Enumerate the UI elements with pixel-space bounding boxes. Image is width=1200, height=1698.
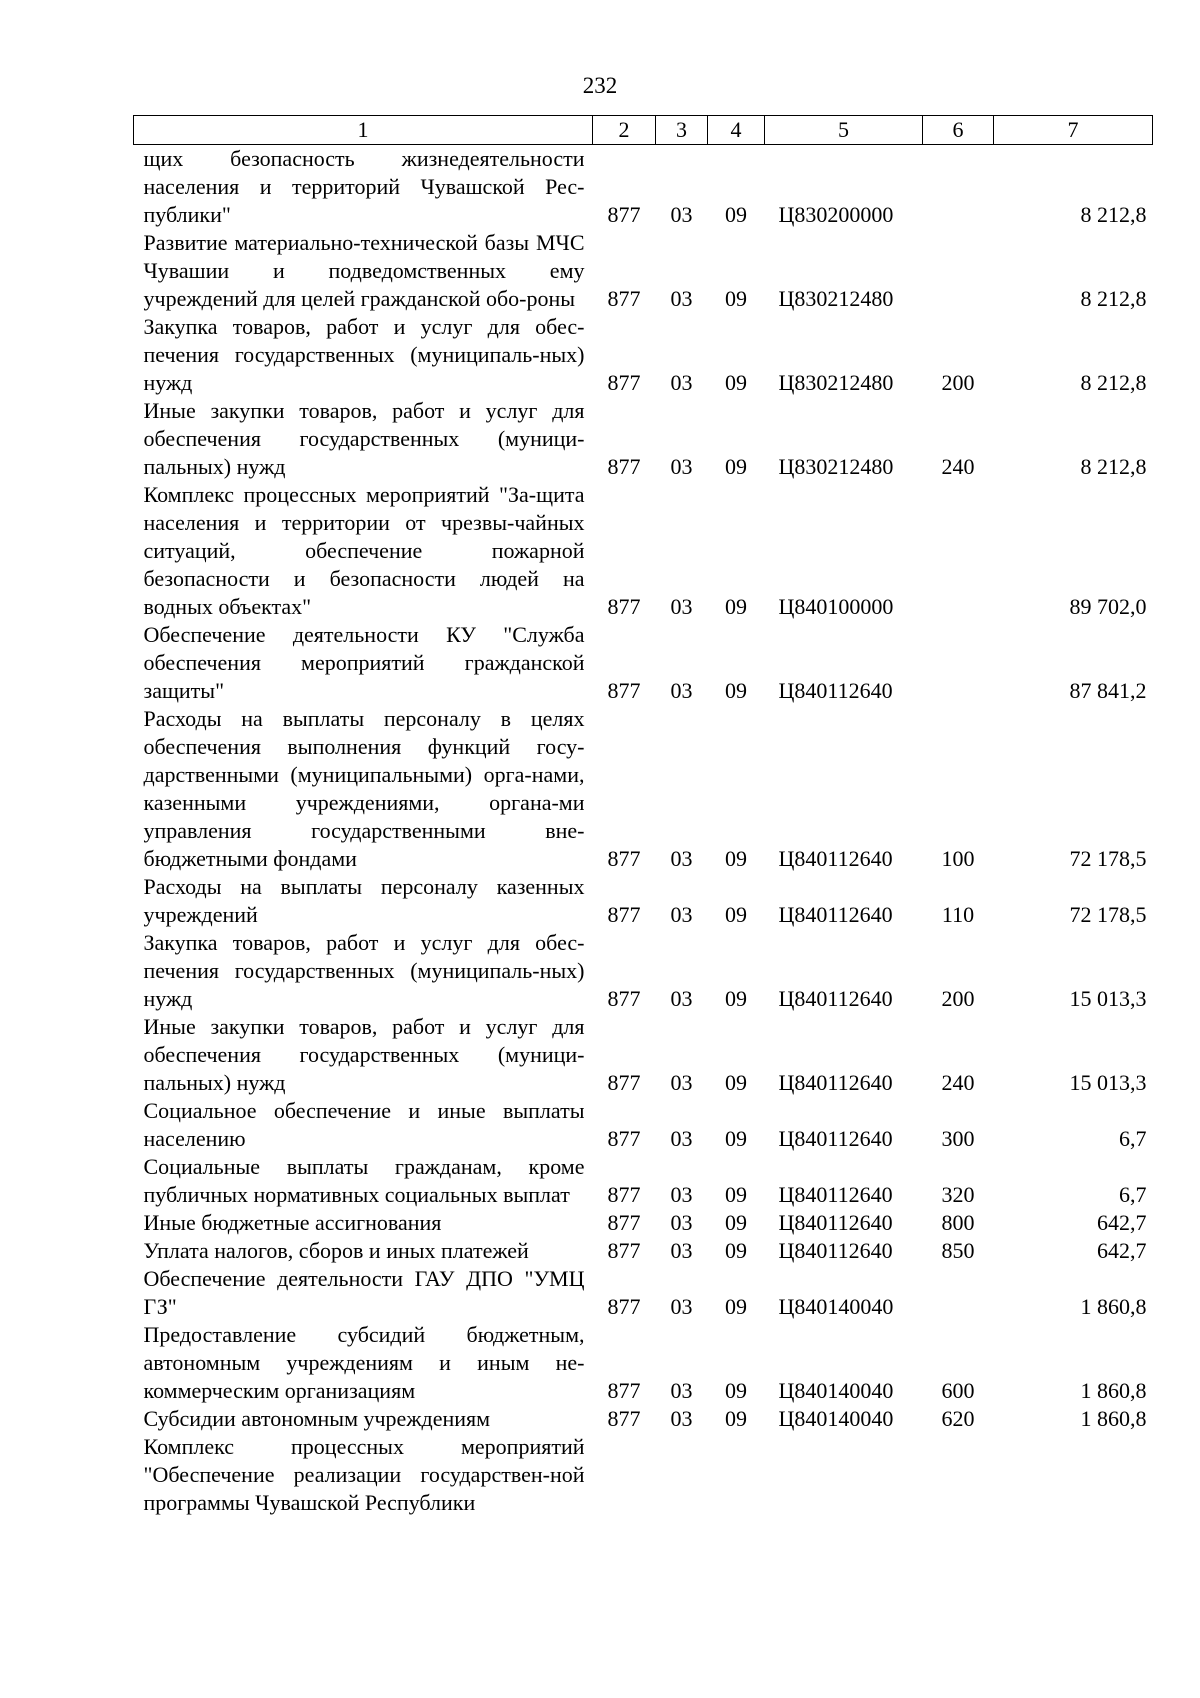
row-gr-code: 877	[607, 1294, 641, 1319]
row-target-article: Ц830200000	[778, 202, 894, 227]
row-section-code: 03	[670, 594, 693, 619]
row-amount: 87 841,2	[1069, 678, 1147, 703]
row-amount: 8 212,8	[1080, 370, 1147, 395]
row-amount: 1 860,8	[1080, 1378, 1147, 1403]
row-name: Расходы на выплаты персоналу в целях обеспечения выполнения функций госу-дарственными (муниципальными) орга-нами, казенными учреждениями, органа-ми управления государственными вне-бюджетными фондами	[143, 706, 585, 871]
row-subsection-code: 09	[725, 1238, 747, 1263]
row-target-article: Ц840100000	[778, 594, 894, 619]
row-target-article: Ц840112640	[778, 1182, 893, 1207]
row-expense-type: 600	[941, 1378, 975, 1403]
table-row	[134, 397, 1153, 481]
row-target-article: Ц840112640	[778, 1238, 893, 1263]
row-amount	[994, 1433, 1153, 1517]
row-amount: 6,7	[1119, 1182, 1147, 1207]
row-amount: 8 212,8	[1080, 202, 1147, 227]
table-row	[134, 1265, 1153, 1321]
row-subsection-code: 09	[725, 286, 747, 311]
row-section-code: 03	[670, 1294, 693, 1319]
row-amount: 6,7	[1119, 1126, 1147, 1151]
table-body	[134, 145, 1153, 1518]
row-subsection-code: 09	[725, 1070, 747, 1095]
row-subsection-code: 09	[725, 202, 747, 227]
table-row	[134, 229, 1153, 313]
row-gr-code: 877	[607, 594, 641, 619]
row-amount: 89 702,0	[1069, 594, 1147, 619]
row-name: Расходы на выплаты персоналу казенных учреждений	[143, 874, 585, 927]
row-amount: 8 212,8	[1080, 286, 1147, 311]
row-expense-type	[923, 1265, 994, 1321]
row-subsection-code: 09	[725, 678, 747, 703]
row-amount: 1 860,8	[1080, 1294, 1147, 1319]
table-row	[134, 481, 1153, 621]
budget-table	[133, 115, 1153, 1517]
row-expense-type: 200	[941, 986, 975, 1011]
table-row	[134, 873, 1153, 929]
row-subsection-code: 09	[725, 902, 747, 927]
column-header-3: 3	[656, 116, 708, 145]
row-expense-type	[923, 621, 994, 705]
row-section-code	[656, 1433, 708, 1517]
row-expense-type: 200	[941, 370, 975, 395]
row-amount: 1 860,8	[1080, 1406, 1147, 1431]
row-target-article: Ц840112640	[778, 678, 893, 703]
row-amount: 72 178,5	[1069, 902, 1147, 927]
row-gr-code: 877	[607, 454, 641, 479]
row-section-code: 03	[670, 678, 693, 703]
row-target-article: Ц830212480	[778, 454, 894, 479]
table-row	[134, 145, 1153, 230]
page-number: 232	[582, 73, 618, 98]
column-header-4: 4	[708, 116, 765, 145]
table-row	[134, 621, 1153, 705]
table-row	[134, 1433, 1153, 1517]
column-header-2: 2	[593, 116, 656, 145]
row-gr-code	[593, 1433, 656, 1517]
row-gr-code: 877	[607, 1070, 641, 1095]
row-expense-type: 240	[941, 1070, 975, 1095]
row-name: Закупка товаров, работ и услуг для обес-печения государственных (муниципаль-ных) нужд	[143, 314, 585, 395]
row-section-code: 03	[670, 1378, 693, 1403]
row-section-code: 03	[670, 846, 693, 871]
row-subsection-code: 09	[725, 1378, 747, 1403]
row-name: Иные закупки товаров, работ и услуг для обеспечения государственных (муници-пальных) нужд	[143, 398, 585, 479]
row-name: Субсидии автономным учреждениям	[143, 1406, 491, 1431]
row-name: Социальные выплаты гражданам, кроме публичных нормативных социальных выплат	[143, 1154, 585, 1207]
row-target-article: Ц840112640	[778, 846, 893, 871]
row-gr-code: 877	[607, 1406, 641, 1431]
row-amount: 8 212,8	[1080, 454, 1147, 479]
row-subsection-code: 09	[725, 1210, 747, 1235]
row-subsection-code	[708, 1433, 765, 1517]
row-section-code: 03	[670, 202, 693, 227]
column-header-7: 7	[994, 116, 1153, 145]
column-header-6: 6	[923, 116, 994, 145]
row-amount: 642,7	[1097, 1238, 1147, 1263]
column-header-1: 1	[134, 116, 593, 145]
row-gr-code: 877	[607, 986, 641, 1011]
row-expense-type: 800	[941, 1210, 975, 1235]
row-subsection-code: 09	[725, 454, 747, 479]
table-row	[134, 1153, 1153, 1209]
row-gr-code: 877	[607, 902, 641, 927]
row-subsection-code: 09	[725, 1406, 747, 1431]
row-name: Социальное обеспечение и иные выплаты населению	[143, 1098, 585, 1151]
table-header-row	[134, 116, 1153, 145]
row-amount: 72 178,5	[1069, 846, 1147, 871]
row-target-article: Ц840112640	[778, 902, 893, 927]
table-row	[134, 1013, 1153, 1097]
row-section-code: 03	[670, 1406, 693, 1431]
row-expense-type: 240	[941, 454, 975, 479]
row-section-code: 03	[670, 986, 693, 1011]
row-target-article: Ц840112640	[778, 1210, 893, 1235]
row-section-code: 03	[670, 1126, 693, 1151]
row-gr-code: 877	[607, 678, 641, 703]
row-subsection-code: 09	[725, 1294, 747, 1319]
table-row	[134, 1237, 1153, 1265]
row-expense-type: 110	[941, 902, 975, 927]
row-name: Комплекс процессных мероприятий "Обеспечение реализации государствен-ной программы Чувашской Республики	[143, 1434, 585, 1515]
row-name: щих безопасность жизнедеятельности населения и территорий Чувашской Рес-публики"	[143, 146, 585, 227]
row-section-code: 03	[670, 1210, 693, 1235]
row-gr-code: 877	[607, 202, 641, 227]
row-amount: 15 013,3	[1069, 1070, 1147, 1095]
row-target-article: Ц830212480	[778, 370, 894, 395]
row-target-article: Ц840112640	[778, 986, 893, 1011]
row-gr-code: 877	[607, 370, 641, 395]
column-header-5: 5	[765, 116, 923, 145]
row-section-code: 03	[670, 1182, 693, 1207]
row-gr-code: 877	[607, 1378, 641, 1403]
row-target-article: Ц840112640	[778, 1070, 893, 1095]
row-amount: 642,7	[1097, 1210, 1147, 1235]
row-expense-type	[923, 145, 994, 230]
row-section-code: 03	[670, 370, 693, 395]
row-amount: 15 013,3	[1069, 986, 1147, 1011]
table-row	[134, 929, 1153, 1013]
row-subsection-code: 09	[725, 370, 747, 395]
row-gr-code: 877	[607, 1210, 641, 1235]
row-subsection-code: 09	[725, 1126, 747, 1151]
table-row	[134, 1209, 1153, 1237]
row-subsection-code: 09	[725, 594, 747, 619]
row-gr-code: 877	[607, 846, 641, 871]
row-expense-type: 100	[941, 846, 975, 871]
row-gr-code: 877	[607, 1126, 641, 1151]
row-section-code: 03	[670, 1070, 693, 1095]
row-name: Уплата налогов, сборов и иных платежей	[143, 1238, 529, 1263]
row-gr-code: 877	[607, 1238, 641, 1263]
row-expense-type: 850	[941, 1238, 975, 1263]
row-gr-code: 877	[607, 1182, 641, 1207]
row-target-article: Ц840140040	[778, 1378, 894, 1403]
row-target-article: Ц840140040	[778, 1406, 894, 1431]
row-subsection-code: 09	[725, 986, 747, 1011]
row-expense-type	[923, 229, 994, 313]
row-name: Иные бюджетные ассигнования	[143, 1210, 442, 1235]
row-name: Обеспечение деятельности КУ "Служба обеспечения мероприятий гражданской защиты"	[143, 622, 585, 703]
row-section-code: 03	[670, 1238, 693, 1263]
row-target-article: Ц840112640	[778, 1126, 893, 1151]
row-name: Закупка товаров, работ и услуг для обес-печения государственных (муниципаль-ных) нужд	[143, 930, 585, 1011]
row-section-code: 03	[670, 902, 693, 927]
row-gr-code: 877	[607, 286, 641, 311]
table-row	[134, 1405, 1153, 1433]
row-expense-type	[923, 1433, 994, 1517]
row-target-article	[765, 1433, 923, 1517]
table-row	[134, 1097, 1153, 1153]
table-row	[134, 705, 1153, 873]
row-subsection-code: 09	[725, 1182, 747, 1207]
table-row	[134, 1321, 1153, 1405]
row-name: Развитие материально-технической базы МЧС Чувашии и подведомственных ему учреждений для целей гражданской обо-роны	[143, 230, 585, 311]
row-expense-type: 300	[941, 1126, 975, 1151]
row-expense-type: 620	[941, 1406, 975, 1431]
row-subsection-code: 09	[725, 846, 747, 871]
row-section-code: 03	[670, 454, 693, 479]
row-name: Иные закупки товаров, работ и услуг для обеспечения государственных (муници-пальных) нужд	[143, 1014, 585, 1095]
row-target-article: Ц840140040	[778, 1294, 894, 1319]
row-name: Комплекс процессных мероприятий "За-щита населения и территории от чрезвы-чайных ситуаций, обеспечение пожарной безопасности и безопасности людей на водных объектах"	[143, 482, 585, 619]
row-name: Предоставление субсидий бюджетным, автономным учреждениям и иным не-коммерческим организациям	[143, 1322, 585, 1403]
row-section-code: 03	[670, 286, 693, 311]
row-expense-type: 320	[941, 1182, 975, 1207]
row-expense-type	[923, 481, 994, 621]
table-row	[134, 313, 1153, 397]
row-name: Обеспечение деятельности ГАУ ДПО "УМЦ ГЗ"	[143, 1266, 585, 1319]
row-target-article: Ц830212480	[778, 286, 894, 311]
